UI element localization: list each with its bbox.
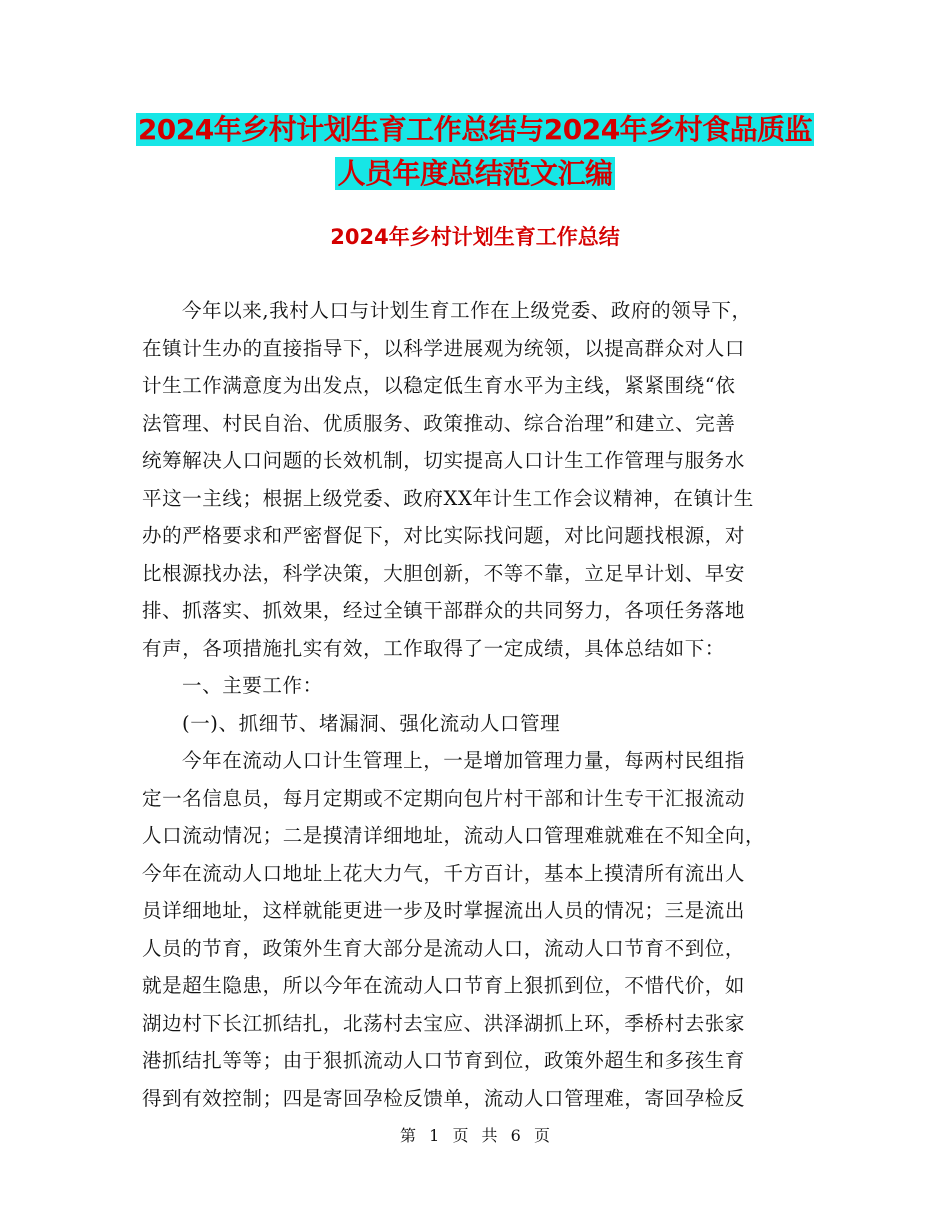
footer-suffix: 页 [533, 1126, 550, 1145]
footer-page-word: 页 [452, 1126, 469, 1145]
document-title-text-2: 人员年度总结范文汇编 [337, 157, 613, 190]
footer-prefix: 第 [400, 1126, 417, 1145]
footer-total-pages: 6 [510, 1126, 521, 1145]
body-line: 得到有效控制；四是寄回孕检反馈单，流动人口管理难，寄回孕检反 [142, 1086, 746, 1110]
footer-total-word: 共 [481, 1126, 498, 1145]
body-line: 办的严格要求和严密督促下，对比实际找问题，对比问题找根源，对 [142, 524, 746, 547]
body-line: 湖边村下长江抓结扎，北荡村去宝应、洪泽湖抓上环，季桥村去张家 [142, 1011, 746, 1035]
body-text [142, 292, 807, 1117]
body-line: 计生工作满意度为出发点，以稳定低生育水平为主线，紧紧围绕“依 [142, 374, 736, 397]
document-title-line-2 [0, 152, 950, 196]
body-line: 人员的节育，政策外生育大部分是流动人口，流动人口节育不到位， [142, 936, 746, 960]
body-line: 平这一主线；根据上级党委、政府XX年计生工作会议精神，在镇计生 [142, 486, 754, 510]
body-line: 法管理、村民自治、优质服务、政策推动、综合治理”和建立、完善 [142, 411, 736, 435]
body-line: (一)、抓细节、堵漏洞、强化流动人口管理 [182, 711, 561, 735]
body-line: 比根源找办法，科学决策，大胆创新，不等不靠，立足早计划、早安 [142, 561, 746, 585]
document-title-line-1 [0, 108, 950, 152]
footer-current-page: 1 [429, 1126, 440, 1145]
section-title: 2024年乡村计划生育工作总结 [330, 225, 620, 249]
body-line: 定一名信息员，每月定期或不定期向包片村干部和计生专干汇报流动 [142, 786, 746, 810]
body-line: 一、主要工作： [182, 674, 323, 697]
document-title-text-1: 2024年乡村计划生育工作总结与2024年乡村食品质监 [137, 113, 813, 146]
body-line: 今年在流动人口计生管理上，一是增加管理力量，每两村民组指 [182, 749, 745, 772]
body-line: 员详细地址，这样就能更进一步及时掌握流出人员的情况；三是流出 [142, 899, 746, 922]
body-line: 统筹解决人口问题的长效机制，切实提高人口计生工作管理与服务水 [142, 449, 746, 472]
body-line: 今年在流动人口地址上花大力气，千方百计，基本上摸清所有流出人 [142, 861, 746, 885]
body-line: 有声，各项措施扎实有效，工作取得了一定成绩，具体总结如下： [142, 636, 725, 660]
body-line: 人口流动情况；二是摸清详细地址，流动人口管理难就难在不知全向， [142, 824, 766, 847]
body-line: 今年以来,我村人口与计划生育工作在上级党委、政府的领导下， [182, 299, 752, 322]
body-line: 排、抓落实、抓效果，经过全镇干部群众的共同努力，各项任务落地 [142, 599, 746, 622]
page-footer [0, 1124, 950, 1148]
body-line: 港抓结扎等等；由于狠抓流动人口节育到位，政策外超生和多孩生育 [142, 1049, 746, 1072]
body-line: 就是超生隐患，所以今年在流动人口节育上狠抓到位，不惜代价，如 [142, 974, 746, 997]
body-line: 在镇计生办的直接指导下，以科学进展观为统领，以提高群众对人口 [142, 336, 746, 360]
